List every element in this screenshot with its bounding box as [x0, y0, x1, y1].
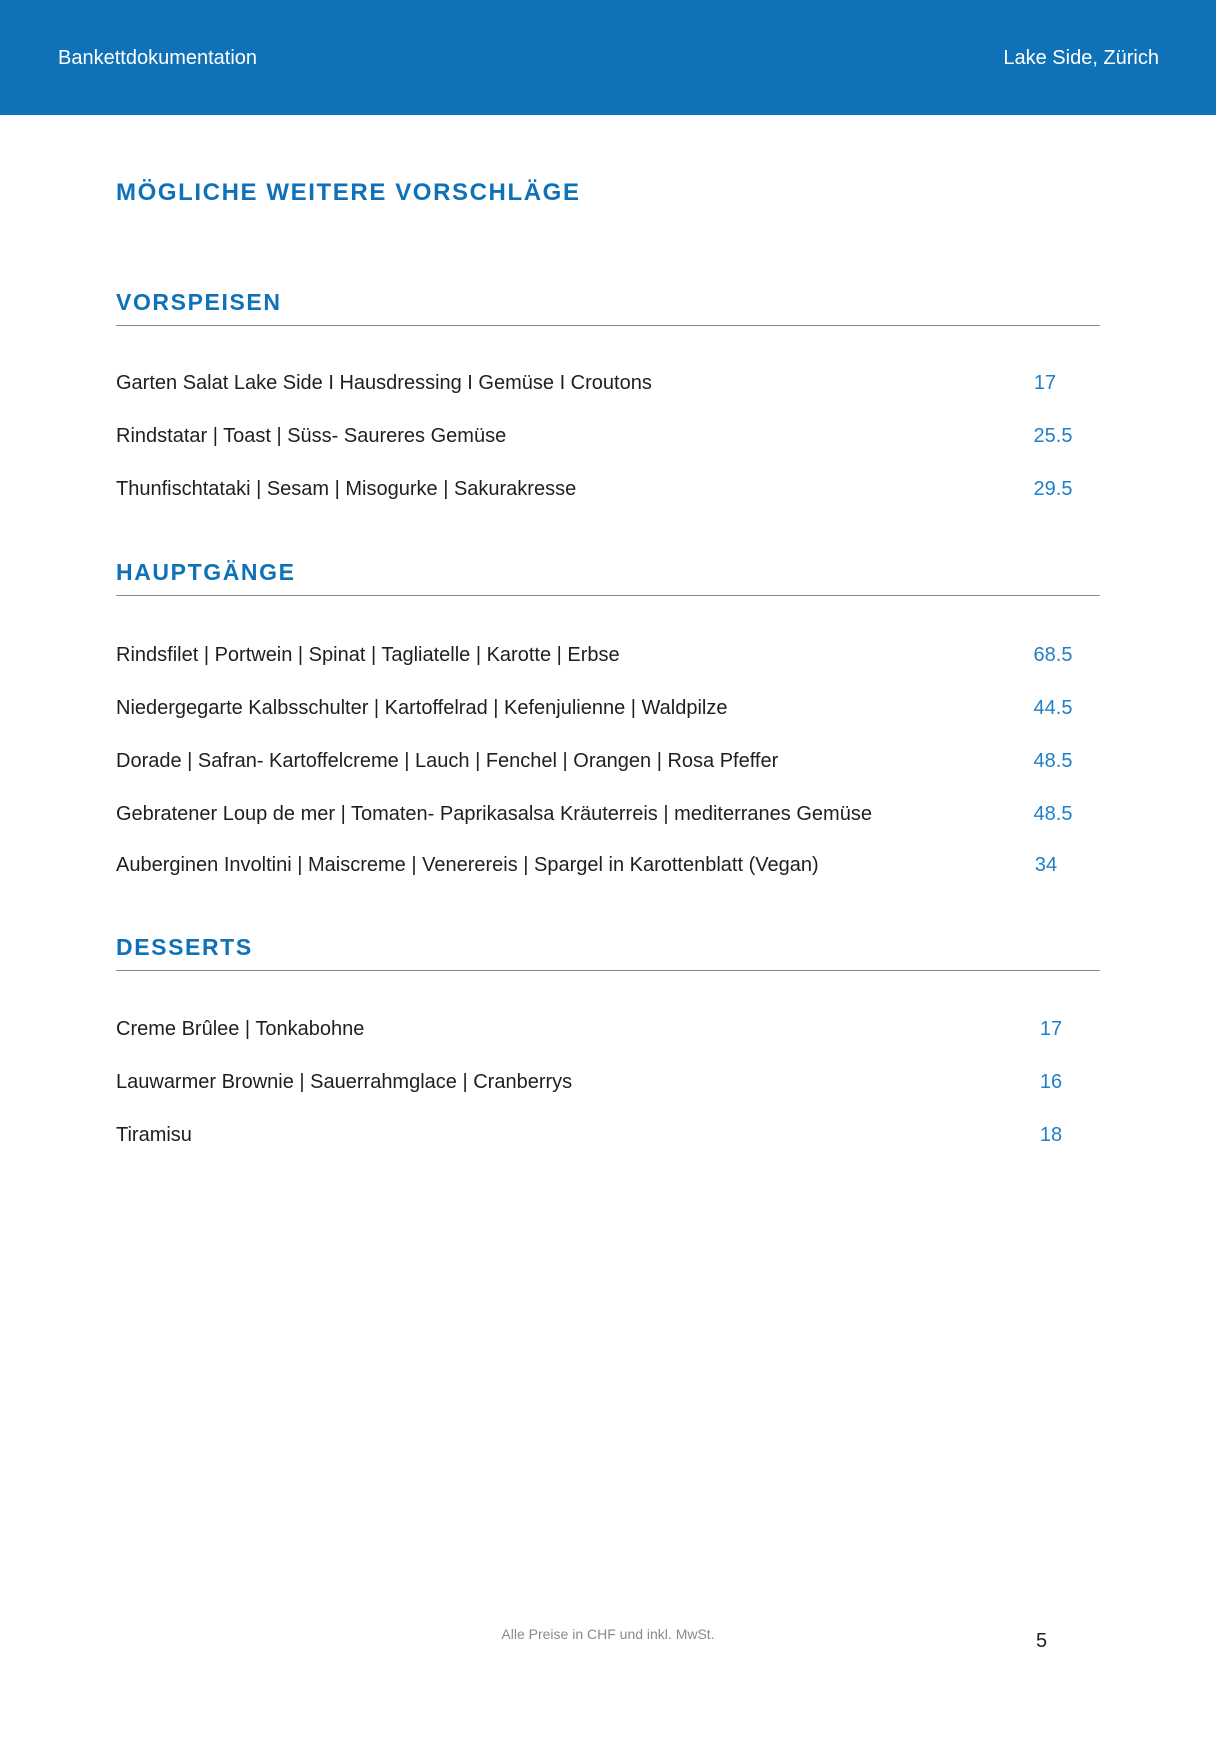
menu-item — [116, 642, 1100, 695]
dish-price: 16 — [1039, 1071, 1063, 1093]
page-title: MÖGLICHE WEITERE VORSCHLÄGE — [116, 179, 581, 206]
section-vorspeisen — [116, 287, 1100, 529]
menu-item — [116, 695, 1100, 748]
dish-price: 48.5 — [1033, 750, 1073, 772]
menu-item — [116, 801, 1100, 852]
menu-item — [116, 1069, 1100, 1122]
document-title: Bankettdokumentation — [58, 47, 258, 69]
menu-item — [116, 1016, 1100, 1069]
dish-price: 25.5 — [1033, 425, 1073, 447]
section-hauptgaenge — [116, 557, 1100, 905]
dish-name: Auberginen Involtini | Maiscreme | Venerereis | Spargel in Karottenblatt (Vegan) — [116, 854, 819, 876]
dish-name: Lauwarmer Brownie | Sauerrahmglace | Cranberrys — [116, 1071, 573, 1093]
dish-name: Niedergegarte Kalbsschulter | Kartoffelrad | Kefenjulienne | Waldpilze — [116, 697, 728, 719]
menu-item — [116, 852, 1100, 905]
menu-item — [116, 476, 1100, 529]
dish-price: 17 — [1039, 1018, 1063, 1040]
page-number: 5 — [1036, 1630, 1048, 1652]
dish-name: Dorade | Safran- Kartoffelcreme | Lauch | Fenchel | Orangen | Rosa Pfeffer — [116, 750, 779, 772]
dish-price: 48.5 — [1033, 803, 1073, 825]
dish-name: Rindsfilet | Portwein | Spinat | Tagliatelle | Karotte | Erbse — [116, 644, 620, 666]
menu-list — [116, 370, 1100, 529]
section-heading: DESSERTS — [116, 932, 1100, 971]
menu-item — [116, 1122, 1100, 1175]
dish-name: Rindstatar | Toast | Süss- Saureres Gemüse — [116, 425, 507, 447]
menu-list — [116, 1016, 1100, 1175]
section-heading: HAUPTGÄNGE — [116, 557, 1100, 596]
dish-name: Thunfischtataki | Sesam | Misogurke | Sakurakresse — [116, 478, 577, 500]
dish-name: Gebratener Loup de mer | Tomaten- Paprikasalsa Kräuterreis | mediterranes Gemüse — [116, 803, 872, 825]
dish-price: 34 — [1034, 854, 1058, 876]
price-note: Alle Preise in CHF und inkl. MwSt. — [501, 1626, 715, 1642]
dish-name: Garten Salat Lake Side I Hausdressing I Gemüse I Croutons — [116, 372, 652, 394]
dish-price: 17 — [1033, 372, 1057, 394]
dish-price: 29.5 — [1033, 478, 1073, 500]
venue-location: Lake Side, Zürich — [1003, 47, 1159, 69]
menu-list — [116, 642, 1100, 905]
section-heading: VORSPEISEN — [116, 287, 1100, 326]
dish-name: Creme Brûlee | Tonkabohne — [116, 1018, 365, 1040]
menu-item — [116, 748, 1100, 801]
header-bar — [0, 0, 1216, 115]
dish-price: 18 — [1039, 1124, 1063, 1146]
menu-item — [116, 370, 1100, 423]
menu-item — [116, 423, 1100, 476]
dish-price: 44.5 — [1033, 697, 1073, 719]
dish-price: 68.5 — [1033, 644, 1073, 666]
section-desserts — [116, 932, 1100, 1175]
dish-name: Tiramisu — [116, 1124, 192, 1146]
